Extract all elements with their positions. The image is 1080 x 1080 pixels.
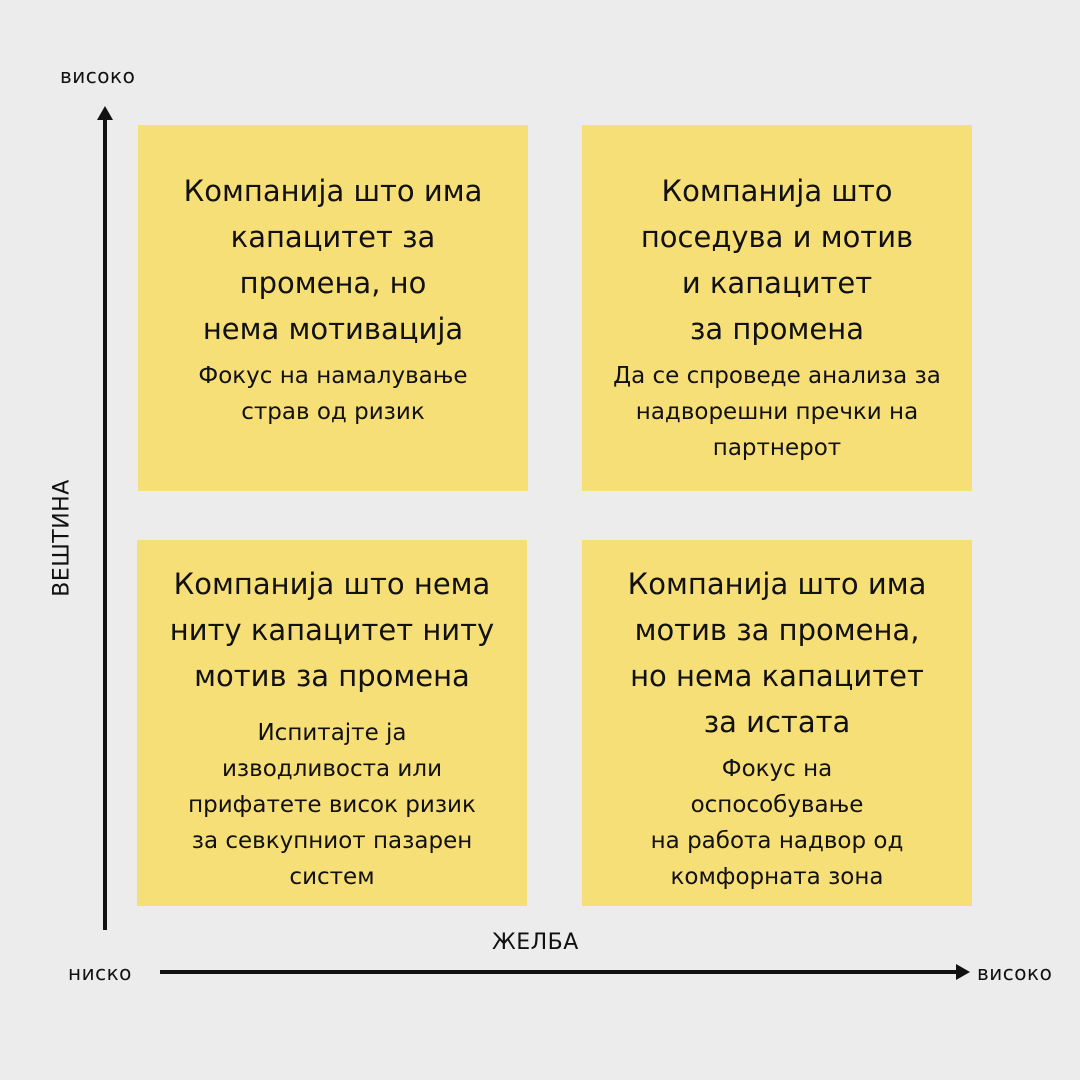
y-axis-line [103,116,107,930]
quadrant-title: Компанија што има мотив за промена, но нема капацитет за истата [627,567,927,739]
quadrant-note: Фокус на намалување страв од ризик [198,363,468,425]
x-axis-line [160,970,960,974]
x-axis-high-label: високо [977,961,1053,985]
x-axis-arrow-icon [956,964,970,980]
quadrant-note: Да се спроведе анализа за надворешни пречки на партнерот [613,363,941,461]
quadrant-note: Испитајте ја изводливоста или прифатете висок ризик за севкупниот пазарен систем [188,720,476,890]
quadrant-top-left [138,125,528,491]
quadrant-title: Компанија што има капацитет за промена, но нема мотивација [183,174,483,346]
y-axis-high-label: високо [60,64,136,88]
quadrant-title: Компанија што поседува и мотив и капацитет за промена [640,174,914,346]
quadrant-bottom-right [582,540,972,906]
x-axis-title: ЖЕЛБА [492,930,579,955]
x-axis-low-label: ниско [68,961,132,985]
quadrant-title: Компанија што нема ниту капацитет ниту мотив за промена [169,567,495,693]
y-axis-arrow-icon [97,106,113,120]
quadrant-note: Фокус на оспособување на работа надвор од комфорната зона [650,756,904,890]
y-axis-title: ВЕШТИНА [49,479,75,597]
quadrant-top-right [582,125,972,491]
quadrant-bottom-left [137,540,527,906]
